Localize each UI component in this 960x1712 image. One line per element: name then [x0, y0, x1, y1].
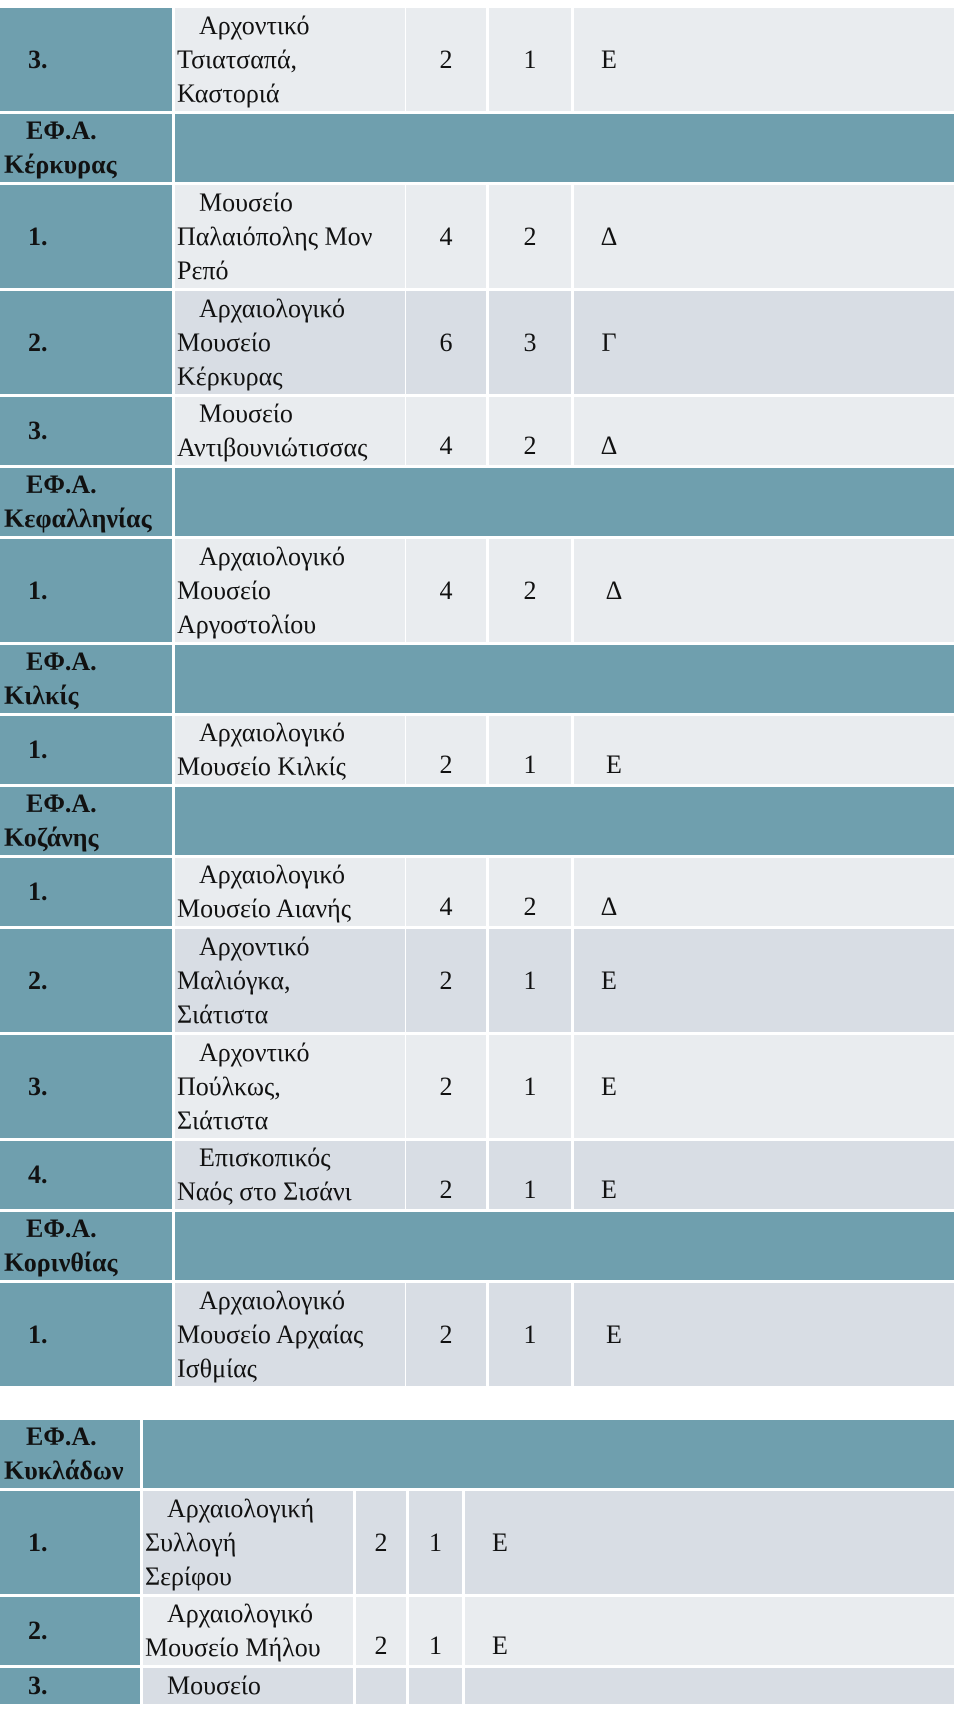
museum-name-line: Αντιβουνιώτισσας: [177, 433, 368, 462]
value-a: 6: [406, 291, 486, 394]
museum-name-line: Καστοριά: [177, 78, 280, 108]
value-a: 4: [406, 185, 486, 288]
group-label: [0, 114, 172, 182]
category-grade: Δ: [574, 858, 644, 926]
museum-name: [143, 1491, 353, 1594]
row-fill: [644, 291, 954, 394]
museum-name-line: Σιάτιστα: [177, 999, 269, 1029]
museum-name-line: Μουσείο: [199, 399, 293, 428]
value-a: 4: [406, 539, 486, 642]
row-number: 2.: [0, 1597, 140, 1665]
museum-name: [175, 539, 405, 642]
row-fill: [644, 1283, 954, 1386]
group-header-bar: [175, 1212, 954, 1280]
group-header-bar: [175, 468, 954, 536]
value-a: 2: [406, 716, 486, 784]
museum-name-line: Ναός στο Σισάνι: [177, 1177, 352, 1206]
category-grade: Δ: [574, 185, 644, 288]
row-fill: [644, 929, 954, 1032]
museum-name-line: Μουσείο Κιλκίς: [177, 752, 346, 781]
group-label: [0, 468, 172, 536]
row-fill: [535, 1597, 954, 1665]
row-fill: [644, 716, 954, 784]
category-grade: Γ: [574, 291, 644, 394]
museum-name-line: Μουσείο Αρχαίας: [177, 1319, 364, 1349]
category-grade: Ε: [574, 716, 644, 784]
value-a: [356, 1668, 406, 1704]
group-header-row: [0, 645, 954, 713]
row-fill: [535, 1491, 954, 1594]
group-header-bar: [143, 1420, 954, 1488]
category-grade: Δ: [574, 539, 644, 642]
museum-name-line: Αρχαιολογικό: [199, 293, 345, 323]
museum-name-line: Επισκοπικός: [199, 1143, 331, 1172]
group-label-line: Κιλκίς: [4, 681, 79, 710]
group-header-bar: [175, 787, 954, 855]
value-a: 2: [406, 1035, 486, 1138]
museum-name-line: Ισθμίας: [177, 1353, 257, 1383]
group-label-line: ΕΦ.Α.: [26, 789, 97, 818]
value-b: 2: [489, 397, 571, 465]
museum-name-line: Αργοστολίου: [177, 609, 317, 639]
museum-name-line: Μουσείο Μήλου: [145, 1633, 321, 1662]
group-label-line: ΕΦ.Α.: [26, 1422, 97, 1451]
row-fill: [644, 1035, 954, 1138]
category-grade: Δ: [574, 397, 644, 465]
row-number: 1.: [0, 858, 172, 926]
table-row: [0, 8, 954, 111]
row-number: 3.: [0, 1668, 140, 1704]
table-row: [0, 1668, 954, 1704]
row-fill: [644, 539, 954, 642]
table-row: [0, 1141, 954, 1209]
museum-name-line: Μουσείο: [177, 327, 271, 357]
table-row: [0, 397, 954, 465]
group-label: [0, 787, 172, 855]
value-b: 1: [489, 929, 571, 1032]
group-label-line: ΕΦ.Α.: [26, 1214, 97, 1243]
museum-name-line: Μουσείο Αιανής: [177, 894, 352, 923]
table-row: [0, 929, 954, 1032]
museum-name-line: Αρχοντικό: [199, 931, 310, 961]
museum-name: [175, 397, 405, 465]
group-label-line: ΕΦ.Α.: [26, 116, 97, 145]
category-grade: Ε: [574, 929, 644, 1032]
table-row: [0, 185, 954, 288]
value-b: 1: [489, 1035, 571, 1138]
value-a: 4: [406, 397, 486, 465]
row-number: 3.: [0, 8, 172, 111]
museum-name-line: Πούλκως,: [177, 1071, 281, 1101]
value-a: 2: [406, 929, 486, 1032]
museum-name-line: Συλλογή: [145, 1527, 237, 1557]
table-row: [0, 1283, 954, 1386]
table-row: [0, 1597, 954, 1665]
value-a: 4: [406, 858, 486, 926]
museum-name-line: Κέρκυρας: [177, 361, 283, 391]
museum-name: [175, 1035, 405, 1138]
museum-name-line: Παλαιόπολης Μον: [177, 221, 373, 251]
museum-name: [175, 185, 405, 288]
group-header-row: [0, 1420, 954, 1488]
category-grade: Ε: [574, 1035, 644, 1138]
group-label-line: Κυκλάδων: [4, 1456, 124, 1485]
row-number: 4.: [0, 1141, 172, 1209]
value-b: 2: [489, 858, 571, 926]
value-a: 2: [356, 1597, 406, 1665]
group-label-line: ΕΦ.Α.: [26, 647, 97, 676]
group-label: [0, 645, 172, 713]
museum-name: [175, 929, 405, 1032]
table-row: [0, 291, 954, 394]
group-header-bar: [175, 645, 954, 713]
group-label: [0, 1420, 140, 1488]
museum-name-line: Αρχοντικό: [199, 1037, 310, 1067]
row-number: 1.: [0, 539, 172, 642]
group-label-line: ΕΦ.Α.: [26, 470, 97, 499]
museums-table-upper: [0, 8, 954, 1389]
museum-name-line: Σερίφου: [145, 1561, 232, 1591]
row-fill: [644, 1141, 954, 1209]
row-number: 2.: [0, 929, 172, 1032]
table-row: [0, 1491, 954, 1594]
category-grade: Ε: [574, 1141, 644, 1209]
value-b: 1: [409, 1491, 462, 1594]
value-a: 2: [406, 1141, 486, 1209]
row-number: 1.: [0, 1491, 140, 1594]
museum-name-line: Αρχαιολογικό: [199, 860, 345, 889]
museum-name-line: Αρχαιολογικό: [199, 541, 345, 571]
row-fill: [644, 8, 954, 111]
group-label-line: Κέρκυρας: [4, 150, 117, 179]
museum-name-line: Μουσείο: [177, 575, 271, 605]
museum-name: [175, 1141, 405, 1209]
group-header-bar: [175, 114, 954, 182]
museum-name-line: Σιάτιστα: [177, 1105, 269, 1135]
value-b: [409, 1668, 462, 1704]
group-label-line: Κοζάνης: [4, 823, 99, 852]
category-grade: Ε: [574, 1283, 644, 1386]
row-fill: [644, 397, 954, 465]
row-fill: [644, 858, 954, 926]
museum-name-line: Αρχαιολογική: [167, 1493, 315, 1523]
category-grade: Ε: [465, 1597, 535, 1665]
group-label-line: Κεφαλληνίας: [4, 504, 152, 533]
group-label-line: Κορινθίας: [4, 1248, 118, 1277]
museum-name: [175, 858, 405, 926]
value-b: 1: [489, 8, 571, 111]
row-number: 1.: [0, 716, 172, 784]
table-row: [0, 716, 954, 784]
value-a: 2: [406, 8, 486, 111]
row-number: 2.: [0, 291, 172, 394]
row-number: 1.: [0, 1283, 172, 1386]
row-fill: [644, 185, 954, 288]
museum-name: [175, 716, 405, 784]
group-header-row: [0, 787, 954, 855]
category-grade: Ε: [465, 1491, 535, 1594]
category-grade: Ε: [574, 8, 644, 111]
value-b: 3: [489, 291, 571, 394]
museum-name-line: Μουσείο: [199, 187, 293, 217]
museum-name: [143, 1668, 353, 1704]
value-a: 2: [356, 1491, 406, 1594]
group-label: [0, 1212, 172, 1280]
category-grade: [465, 1668, 535, 1704]
value-b: 2: [489, 539, 571, 642]
museum-name: [175, 8, 405, 111]
museum-name-line: Μουσείο: [167, 1671, 261, 1700]
museum-name-line: Τσιατσαπά,: [177, 44, 298, 74]
value-b: 1: [489, 1141, 571, 1209]
value-b: 1: [489, 1283, 571, 1386]
museum-name-line: Αρχαιολογικό: [199, 1285, 345, 1315]
value-a: 2: [406, 1283, 486, 1386]
value-b: 1: [489, 716, 571, 784]
museum-name: [175, 291, 405, 394]
value-b: 2: [489, 185, 571, 288]
museum-name-line: Αρχαιολογικό: [199, 718, 345, 747]
museum-name-line: Ρεπό: [177, 255, 229, 285]
value-b: 1: [409, 1597, 462, 1665]
museum-name-line: Αρχοντικό: [199, 10, 310, 40]
table-row: [0, 1035, 954, 1138]
row-number: 3.: [0, 397, 172, 465]
row-fill: [535, 1668, 954, 1704]
group-header-row: [0, 468, 954, 536]
group-header-row: [0, 1212, 954, 1280]
museums-table-lower: [0, 1420, 954, 1707]
row-number: 1.: [0, 185, 172, 288]
museum-name-line: Αρχαιολογικό: [167, 1599, 313, 1628]
museum-name-line: Μαλιόγκα,: [177, 965, 291, 995]
museum-name: [175, 1283, 405, 1386]
row-number: 3.: [0, 1035, 172, 1138]
table-row: [0, 858, 954, 926]
table-row: [0, 539, 954, 642]
group-header-row: [0, 114, 954, 182]
museum-name: [143, 1597, 353, 1665]
